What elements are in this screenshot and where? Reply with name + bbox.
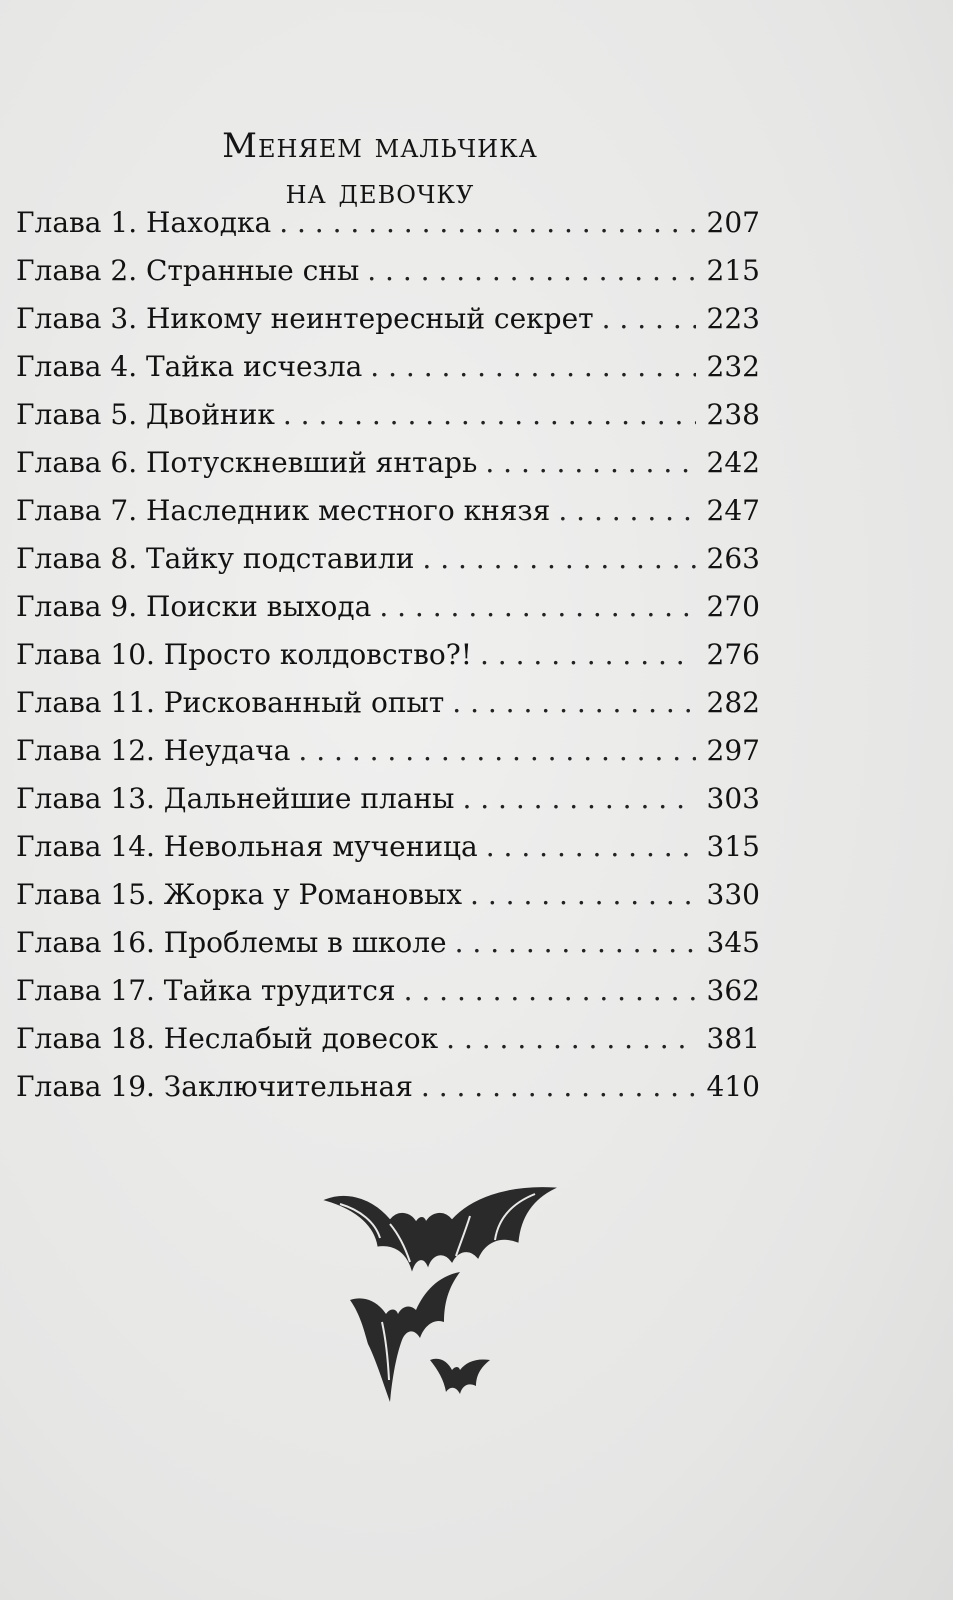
toc-title-line-2: на девочку xyxy=(285,171,475,212)
toc-item-label: Глава 16. Проблемы в школе xyxy=(16,926,447,959)
toc-leader-dots xyxy=(486,830,696,863)
toc-item xyxy=(16,350,760,398)
toc-item xyxy=(16,542,760,590)
toc-item xyxy=(16,782,760,830)
toc-item-page-number: 381 xyxy=(706,1022,760,1055)
toc-leader-dots xyxy=(367,254,696,287)
toc-leader-dots xyxy=(602,302,696,335)
toc-item xyxy=(16,638,760,686)
toc-item-page-number: 362 xyxy=(706,974,760,1007)
toc-leader-dots xyxy=(455,926,696,959)
toc-item-page-number: 223 xyxy=(706,302,760,335)
toc-item xyxy=(16,254,760,302)
toc-item-label: Глава 5. Двойник xyxy=(16,398,275,431)
toc-item-page-number: 282 xyxy=(706,686,760,719)
toc-item xyxy=(16,926,760,974)
toc-item xyxy=(16,734,760,782)
toc-item-label: Глава 6. Потускневший янтарь xyxy=(16,446,478,479)
toc-leader-dots xyxy=(404,974,696,1007)
toc-item xyxy=(16,878,760,926)
toc-leader-dots xyxy=(462,782,696,815)
toc-item-page-number: 410 xyxy=(706,1070,760,1103)
toc-leader-dots xyxy=(470,878,696,911)
toc-leader-dots xyxy=(298,734,696,767)
toc-item xyxy=(16,446,760,494)
toc-item xyxy=(16,1070,760,1118)
toc-item-page-number: 297 xyxy=(706,734,760,767)
toc-leader-dots xyxy=(422,542,696,575)
toc-item-label: Глава 14. Невольная мученица xyxy=(16,830,478,863)
toc-item-page-number: 207 xyxy=(706,206,760,239)
toc-leader-dots xyxy=(446,1022,696,1055)
toc-leader-dots xyxy=(279,206,696,239)
toc-item-page-number: 330 xyxy=(706,878,760,911)
toc-item xyxy=(16,974,760,1022)
toc-item-label: Глава 19. Заключительная xyxy=(16,1070,413,1103)
toc-leader-dots xyxy=(379,590,696,623)
toc-item-label: Глава 1. Находка xyxy=(16,206,272,239)
toc-item xyxy=(16,590,760,638)
toc-title-line-1: Меняем мальчика xyxy=(222,125,538,166)
toc-item-label: Глава 8. Тайку подставили xyxy=(16,542,415,575)
bat-small-icon xyxy=(430,1359,490,1394)
toc-leader-dots xyxy=(485,446,696,479)
toc-item-label: Глава 3. Никому неинтересный секрет xyxy=(16,302,594,335)
toc-title xyxy=(150,123,610,215)
toc-item-label: Глава 12. Неудача xyxy=(16,734,291,767)
toc-item-page-number: 315 xyxy=(706,830,760,863)
toc-leader-dots xyxy=(421,1070,696,1103)
toc-leader-dots xyxy=(370,350,696,383)
toc-item-label: Глава 7. Наследник местного князя xyxy=(16,494,551,527)
toc-item-label: Глава 4. Тайка исчезла xyxy=(16,350,363,383)
toc-leader-dots xyxy=(558,494,696,527)
toc-item xyxy=(16,206,760,254)
toc-item-page-number: 215 xyxy=(706,254,760,287)
toc-item xyxy=(16,302,760,350)
toc-item-label: Глава 13. Дальнейшие планы xyxy=(16,782,455,815)
toc-item-page-number: 247 xyxy=(706,494,760,527)
toc-item-page-number: 345 xyxy=(706,926,760,959)
toc-item xyxy=(16,686,760,734)
toc-item xyxy=(16,830,760,878)
toc-leader-dots xyxy=(480,638,696,671)
toc-item xyxy=(16,398,760,446)
bats-ornament-icon xyxy=(320,1180,560,1430)
toc-item-label: Глава 2. Странные сны xyxy=(16,254,360,287)
toc-item xyxy=(16,1022,760,1070)
toc-item-page-number: 276 xyxy=(706,638,760,671)
toc-item-label: Глава 9. Поиски выхода xyxy=(16,590,372,623)
toc-item-label: Глава 10. Просто колдовство?! xyxy=(16,638,472,671)
toc-item-page-number: 232 xyxy=(706,350,760,383)
toc-leader-dots xyxy=(283,398,696,431)
toc-item xyxy=(16,494,760,542)
toc-item-page-number: 238 xyxy=(706,398,760,431)
toc-list xyxy=(16,206,760,1118)
toc-item-page-number: 263 xyxy=(706,542,760,575)
bat-large-icon xyxy=(325,1188,555,1270)
toc-item-label: Глава 17. Тайка трудится xyxy=(16,974,396,1007)
toc-item-page-number: 303 xyxy=(706,782,760,815)
toc-leader-dots xyxy=(452,686,696,719)
toc-item-label: Глава 11. Рискованный опыт xyxy=(16,686,445,719)
toc-item-label: Глава 15. Жорка у Романовых xyxy=(16,878,463,911)
toc-item-page-number: 270 xyxy=(706,590,760,623)
toc-item-page-number: 242 xyxy=(706,446,760,479)
toc-item-label: Глава 18. Неслабый довесок xyxy=(16,1022,439,1055)
